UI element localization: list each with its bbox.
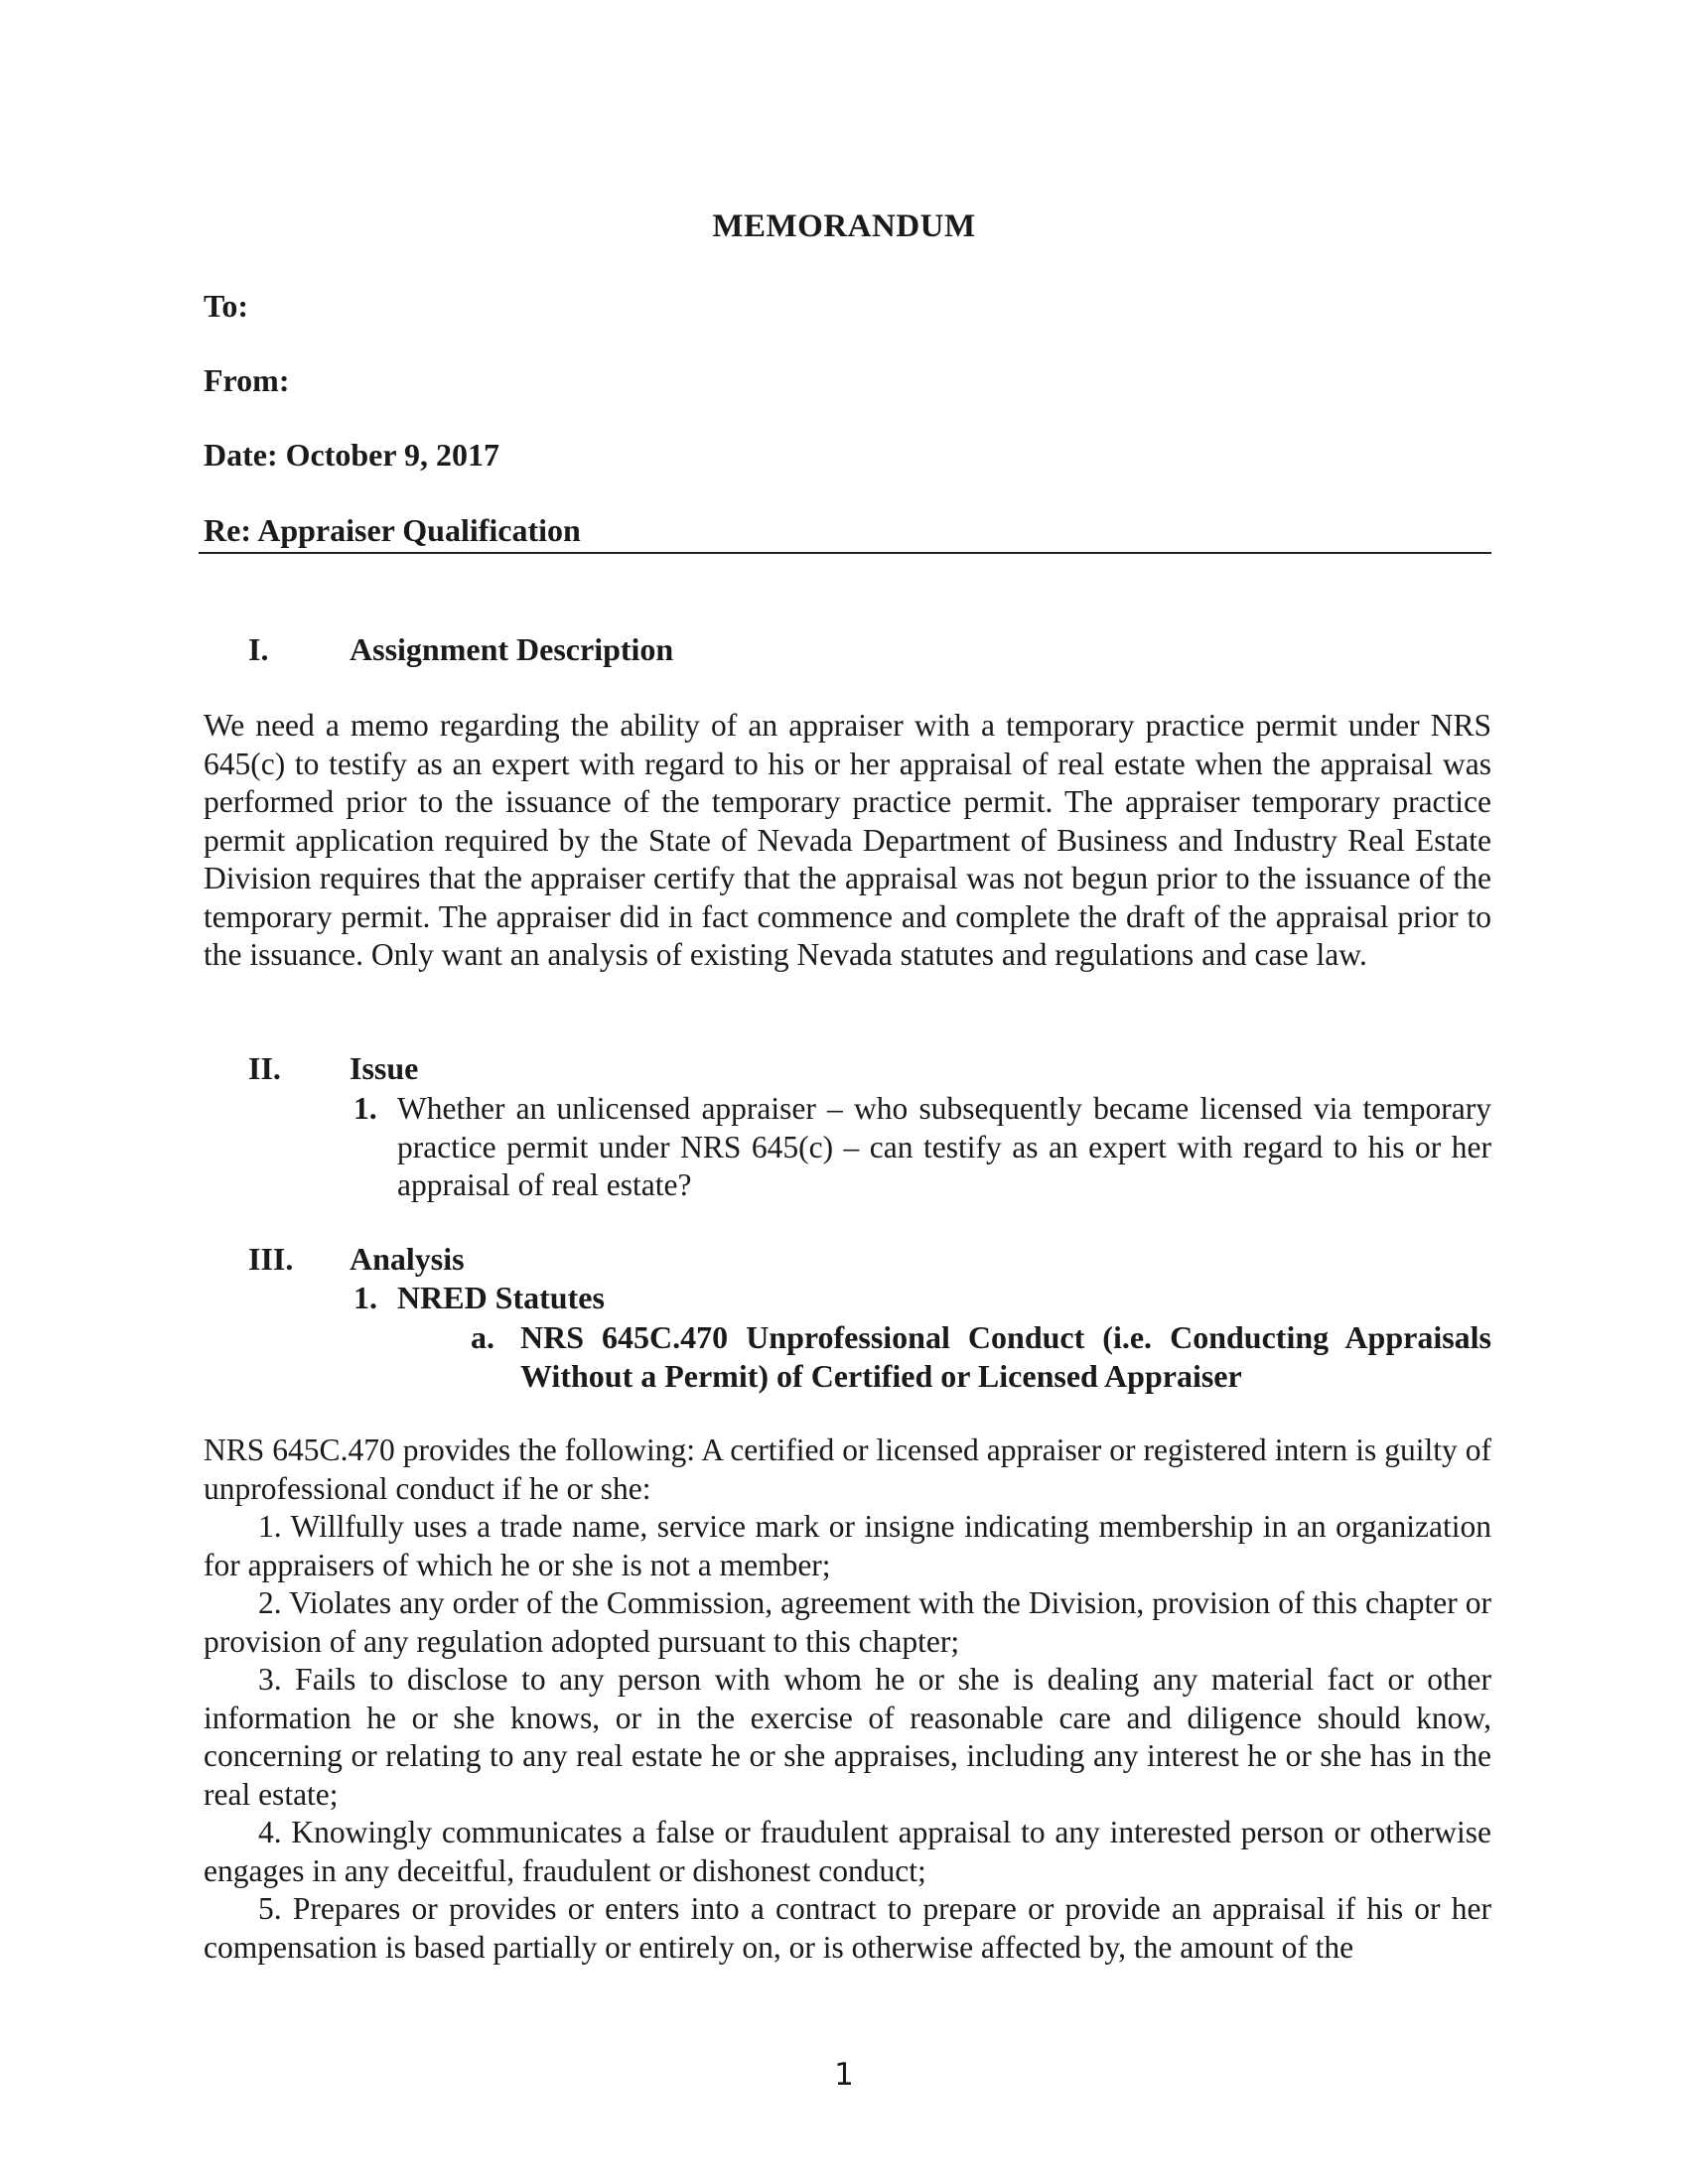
- from-line: From:: [204, 362, 290, 398]
- issue-item-number: 1.: [353, 1091, 377, 1126]
- memo-title: MEMORANDUM: [712, 208, 976, 244]
- to-line: To:: [204, 288, 249, 324]
- statute-item-2: 2. Violates any order of the Commission, agreement with the Division, provision of this chapter or provision of any regulation adopted pursuant to this chapter;: [204, 1585, 1491, 1659]
- statute-item-5: 5. Prepares or provides or enters into a contract to prepare or provide an appraisal if his or her compensation is based partially or entirely on, or is otherwise affected by, the amount of the: [204, 1891, 1491, 1965]
- section-1-numeral: I.: [248, 631, 269, 667]
- statute-subheading-label: a.: [471, 1319, 494, 1355]
- statute-item-3: 3. Fails to disclose to any person with whom he or she is dealing any material fact or other information he or she knows, or in the exercise of reasonable care and diligence should know, concerning or relating to any real estate he or she appraises, including any interest he or she has in the real estate;: [204, 1662, 1491, 1812]
- section-3-heading: Analysis: [350, 1241, 465, 1277]
- section-1-heading: Assignment Description: [350, 631, 674, 667]
- issue-item-text: Whether an unlicensed appraiser – who subsequently became licensed via temporary practice permit under NRS 645(c) – can testify as an expert with regard to his or her appraisal of real estate?: [397, 1091, 1491, 1202]
- re-line: Re: Appraiser Qualification: [204, 512, 581, 548]
- analysis-subsection-heading: NRED Statutes: [397, 1280, 605, 1315]
- statute-intro: NRS 645C.470 provides the following: A certified or licensed appraiser or registered intern is guilty of unprofessional conduct if he or she:: [204, 1433, 1491, 1506]
- section-2-heading: Issue: [350, 1050, 419, 1086]
- statute-subheading: [471, 1318, 1491, 1395]
- statute-subheading-text: NRS 645C.470 Unprofessional Conduct (i.e. Conducting Appraisals Without a Permit) of Certified or Licensed Appraiser: [520, 1319, 1491, 1394]
- assignment-description-paragraph: We need a memo regarding the ability of an appraiser with a temporary practice permit under NRS 645(c) to testify as an expert with regard to his or her appraisal of real estate when the appraisal was performed prior to the issuance of the temporary practice permit. The appraiser temporary practice permit application required by the State of Nevada Department of Business and Industry Real Estate Division requires that the appraiser certify that the appraisal was not begun prior to the issuance of the temporary permit. The appraiser did in fact commence and complete the draft of the appraisal prior to the issuance. Only want an analysis of existing Nevada statutes and regulations and case law.: [204, 708, 1491, 972]
- page-number: 1: [834, 2057, 854, 2093]
- issue-item: [353, 1090, 1491, 1205]
- section-3-numeral: III.: [248, 1241, 294, 1277]
- statute-text-block: [204, 1432, 1491, 1967]
- header-divider: [199, 552, 1491, 554]
- statute-item-1: 1. Willfully uses a trade name, service mark or insigne indicating membership in an organization for appraisers of which he or she is not a member;: [204, 1509, 1491, 1582]
- statute-item-4: 4. Knowingly communicates a false or fraudulent appraisal to any interested person or otherwise engages in any deceitful, fraudulent or dishonest conduct;: [204, 1815, 1491, 1888]
- date-line: Date: October 9, 2017: [204, 437, 499, 473]
- section-2-numeral: II.: [248, 1050, 281, 1086]
- analysis-subsection-number: 1.: [353, 1280, 377, 1315]
